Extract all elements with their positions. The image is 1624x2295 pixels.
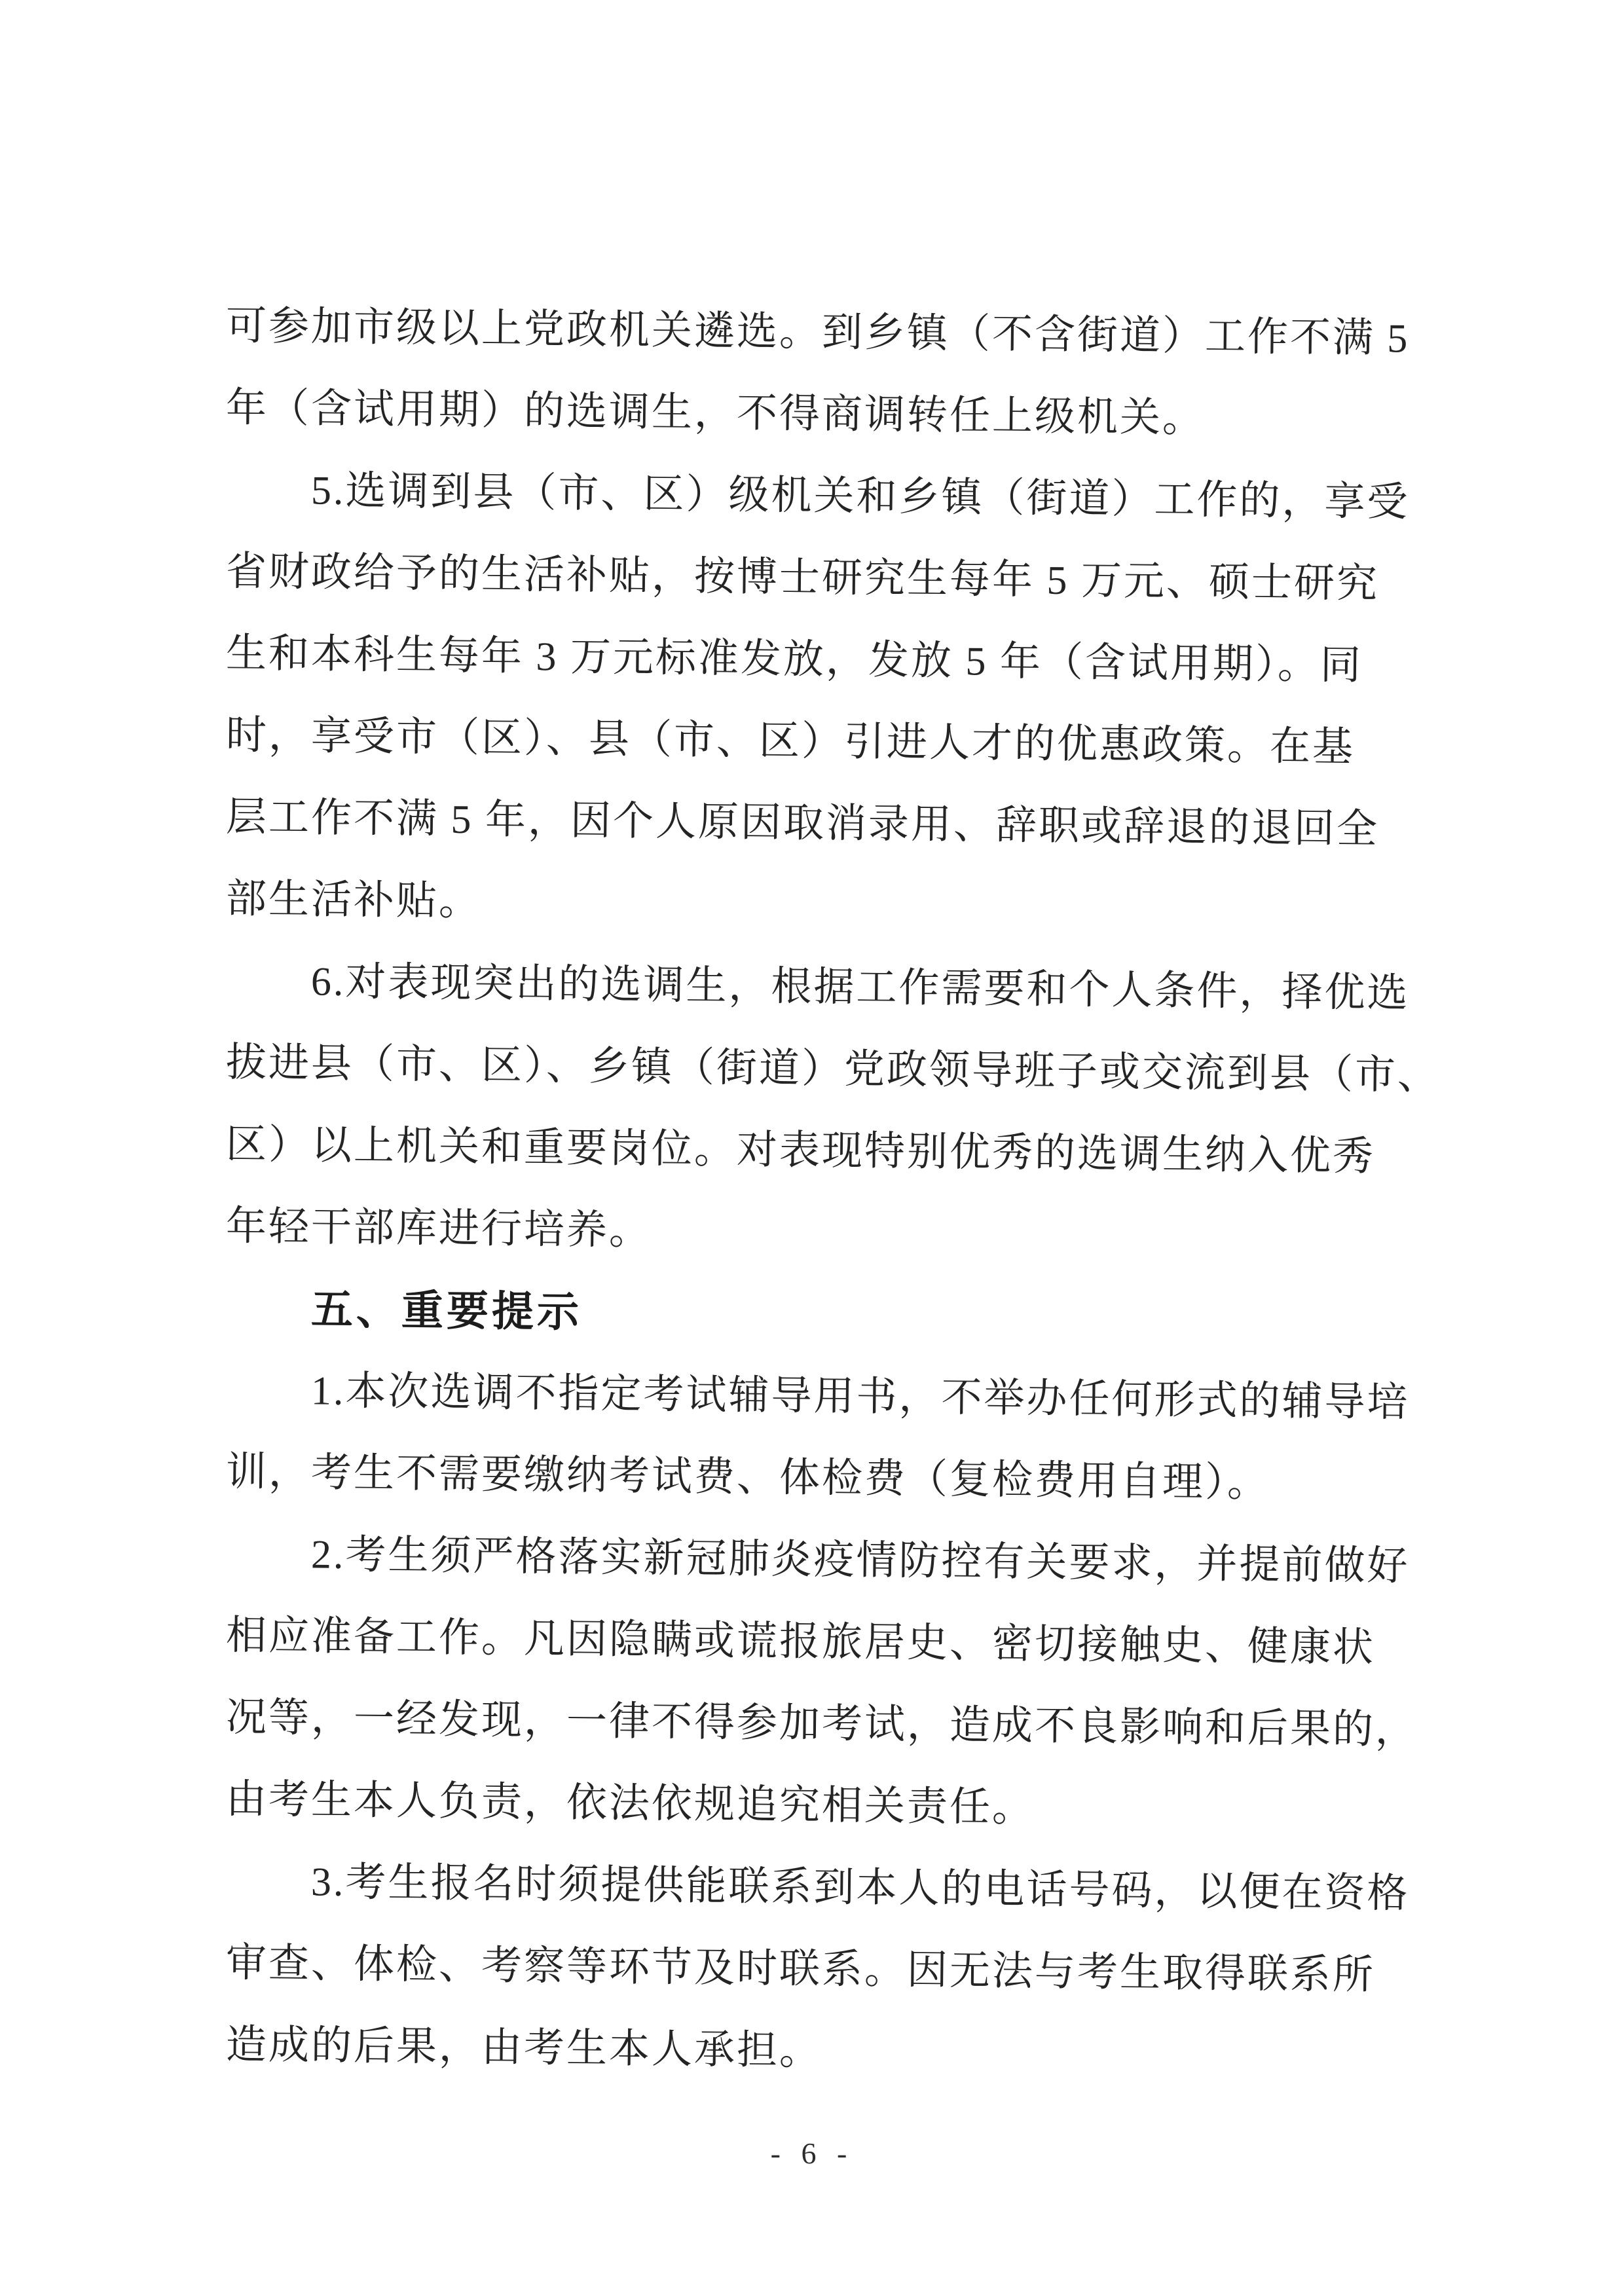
text-line: 5.选调到县（市、区）级机关和乡镇（街道）工作的，享受 (310, 468, 1410, 525)
document-body (225, 285, 1441, 2086)
text-line: 可参加市级以上党政机关遴选。到乡镇（不含街道）工作不满 5 (225, 304, 1410, 361)
text-line: 部生活补贴。 (225, 877, 482, 925)
text-line: 时，享受市（区）、县（市、区）引进人才的优惠政策。在基 (225, 713, 1356, 770)
text-line: 6.对表现突出的选调生，根据工作需要和个人条件，择优选 (310, 959, 1410, 1016)
text-line: 2.考生须严格落实新冠肺炎疫情防控有关要求，并提前做好 (310, 1532, 1410, 1589)
text-line: 年（含试用期）的选调生，不得商调转任上级机关。 (225, 386, 1206, 441)
text-line: 年轻干部库进行培养。 (225, 1204, 652, 1254)
page-number: - 6 - (770, 2137, 854, 2170)
text-line: 层工作不满 5 年，因个人原因取消录用、辞职或辞退的退回全 (225, 795, 1380, 853)
text-line: 造成的后果，由考生本人承担。 (225, 2023, 822, 2074)
text-line: 省财政给予的生活补贴，按博士研究生每年 5 万元、硕士研究 (225, 549, 1380, 607)
text-line: 拔进县（市、区）、乡镇（街道）党政领导班子或交流到县（市、 (225, 1040, 1441, 1099)
text-line: 审查、体检、考察等环节及时联系。因无法与考生取得联系所 (225, 1941, 1376, 1998)
text-line: 1.本次选调不指定考试辅导用书，不举办任何形式的辅导培 (310, 1368, 1410, 1425)
text-line: 生和本科生每年 3 万元标准发放，发放 5 年（含试用期）。同 (225, 631, 1363, 688)
text-line: 况等，一经发现，一律不得参加考试，造成不良影响和后果的， (225, 1695, 1418, 1753)
text-line: 相应准备工作。凡因隐瞒或谎报旅居史、密切接触史、健康状 (225, 1613, 1376, 1670)
text-line: 3.考生报名时须提供能联系到本人的电话号码，以便在资格 (310, 1860, 1410, 1917)
text-line: 由考生本人负责，依法依规追究相关责任。 (225, 1777, 1035, 1831)
text-line: 区）以上机关和重要岗位。对表现特别优秀的选调生纳入优秀 (225, 1122, 1376, 1179)
text-line: 训，考生不需要缴纳考试费、体检费（复检费用自理）。 (225, 1450, 1270, 1506)
section-heading: 五、重要提示 (310, 1285, 583, 1336)
